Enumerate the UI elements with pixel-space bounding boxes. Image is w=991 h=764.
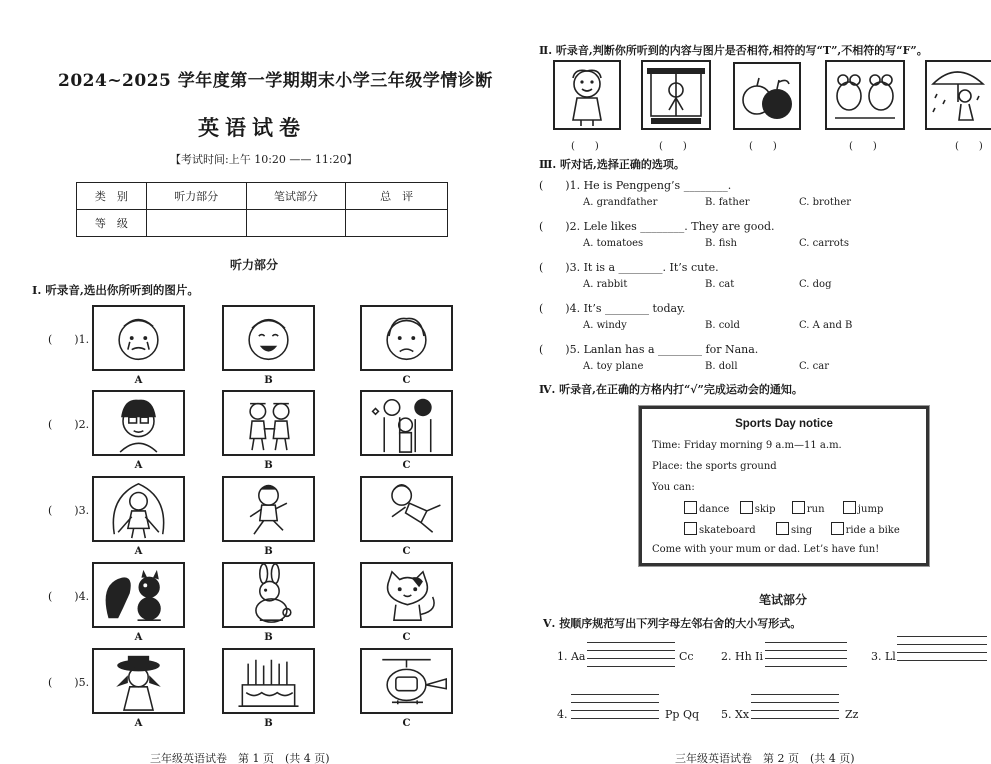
notice-options-row-2 — [684, 522, 900, 536]
q2-option-b-picture[interactable] — [222, 390, 315, 456]
section-1-question-3-answer[interactable]: ( )3. — [48, 504, 90, 517]
q1-option-b-picture[interactable] — [222, 305, 315, 371]
q4-label-b: B — [264, 632, 273, 643]
grandmother-icon — [94, 392, 183, 454]
q4-option-c-picture[interactable] — [360, 562, 453, 628]
s3-q5-option-a[interactable]: A. toy plane — [583, 361, 644, 372]
score-cell-total[interactable] — [346, 210, 448, 237]
section-1-question-2-answer[interactable]: ( )2. — [48, 418, 90, 431]
s3-q5-option-b[interactable]: B. doll — [705, 361, 738, 372]
s2-pic-old-man — [553, 60, 621, 130]
score-header-category: 类 别 — [77, 183, 147, 210]
old-man-icon — [555, 62, 619, 128]
s2-answer-slot-5[interactable]: ( ) — [955, 141, 983, 152]
s3-q2-option-c[interactable]: C. carrots — [799, 238, 849, 249]
exam-subtitle: 英语试卷 — [198, 115, 306, 140]
q3-option-a-picture[interactable] — [92, 476, 185, 542]
option-skateboard: skateboard — [699, 525, 756, 536]
exam-title: 2024~2025 学年度第一学期期末小学三年级学情诊断 — [58, 71, 493, 91]
listening-section-header: 听力部分 — [230, 258, 279, 272]
apples-icon — [735, 64, 799, 128]
s3-question-2[interactable]: ( )2. Lele likes ________. They are good. — [539, 220, 775, 233]
q2-option-a-picture[interactable] — [92, 390, 185, 456]
jump-rope-girl-icon — [94, 478, 183, 540]
s3-q4-option-a[interactable]: A. windy — [583, 320, 627, 331]
section-2-instruction: Ⅱ. 听录音,判断你所听到的内容与图片是否相符,相符的写“T”,不相符的写“F”。 — [539, 44, 928, 57]
s3-q2-option-b[interactable]: B. fish — [705, 238, 737, 249]
s5-item-1: 1. Aa — [557, 650, 586, 663]
s3-q3-option-c[interactable]: C. dog — [799, 279, 832, 290]
q1-option-a-picture[interactable] — [92, 305, 185, 371]
s5-item-4-end: Pp Qq — [665, 708, 699, 721]
laughing-girl-icon — [224, 307, 313, 369]
option-dance: dance — [699, 504, 730, 515]
q5-label-c: C — [402, 718, 411, 729]
section-1-question-4-answer[interactable]: ( )4. — [48, 590, 90, 603]
page-2-footer: 三年级英语试卷 第 2 页 (共 4 页) — [675, 752, 855, 764]
section-1-instruction: Ⅰ. 听录音,选出你所听到的图片。 — [32, 283, 199, 297]
score-header-listening: 听力部分 — [146, 183, 246, 210]
sad-girl-icon — [362, 307, 451, 369]
checkbox-ride-a-bike[interactable] — [831, 522, 844, 535]
s3-question-5[interactable]: ( )5. Lanlan has a ________ for Nana. — [539, 343, 759, 356]
s5-item-5-end: Zz — [845, 708, 859, 721]
jumping-boy-icon — [362, 478, 451, 540]
s2-pic-apples — [733, 62, 801, 130]
checkbox-jump[interactable] — [843, 501, 856, 514]
section-1-question-5-answer[interactable]: ( )5. — [48, 676, 90, 689]
s2-pic-window-girl — [641, 60, 711, 130]
score-header-writing: 笔试部分 — [246, 183, 346, 210]
q4-label-a: A — [134, 632, 143, 643]
running-boy-icon — [224, 478, 313, 540]
q1-label-c: C — [402, 375, 411, 386]
family-icon — [362, 392, 451, 454]
option-ride-a-bike: ride a bike — [845, 525, 900, 536]
option-skip: skip — [754, 504, 776, 515]
q4-option-a-picture[interactable] — [92, 562, 185, 628]
s3-question-4[interactable]: ( )4. It’s ________ today. — [539, 302, 686, 315]
q1-label-b: B — [264, 375, 273, 386]
checkbox-dance[interactable] — [684, 501, 697, 514]
s5-write-line-2[interactable] — [765, 658, 847, 659]
s2-pic-umbrella-girl — [925, 60, 991, 130]
s3-q3-option-b[interactable]: B. cat — [705, 279, 735, 290]
section-4-instruction: Ⅳ. 听录音,在正确的方格内打“√”完成运动会的通知。 — [539, 383, 803, 396]
score-row-grade-label: 等 级 — [77, 210, 147, 237]
section-3-instruction: Ⅲ. 听对话,选择正确的选项。 — [539, 158, 685, 171]
frogs-icon — [827, 62, 903, 128]
q3-option-b-picture[interactable] — [222, 476, 315, 542]
score-header-total: 总 评 — [346, 183, 448, 210]
q3-label-c: C — [402, 546, 411, 557]
s5-write-line-4[interactable] — [571, 710, 659, 711]
s5-item-4: 4. — [557, 708, 568, 721]
s5-item-1-end: Cc — [679, 650, 694, 663]
notice-closing: Come with your mum or dad. Let’s have fun! — [652, 544, 880, 555]
checkbox-sing[interactable] — [776, 522, 789, 535]
s3-question-3[interactable]: ( )3. It is a ________. It’s cute. — [539, 261, 719, 274]
s5-item-5: 5. Xx — [721, 708, 750, 721]
q5-option-c-picture[interactable] — [360, 648, 453, 714]
section-5-instruction: Ⅴ. 按顺序规范写出下列字母左邻右舍的大小写形式。 — [543, 617, 802, 630]
notice-place: Place: the sports ground — [652, 461, 777, 472]
crying-girl-icon — [94, 307, 183, 369]
q1-option-c-picture[interactable] — [360, 305, 453, 371]
notice-time: Time: Friday morning 9 a.m—11 a.m. — [652, 440, 842, 451]
notice-options-row-1 — [684, 501, 883, 515]
s3-question-1[interactable]: ( )1. He is Pengpeng’s ________. — [539, 179, 732, 192]
s3-q1-option-b[interactable]: B. father — [705, 197, 750, 208]
section-1-question-1-answer[interactable]: ( )1. — [48, 333, 90, 346]
two-kids-icon — [224, 392, 313, 454]
checkbox-skip[interactable] — [740, 501, 753, 514]
q3-label-a: A — [134, 546, 143, 557]
s2-answer-slot-1[interactable]: ( ) — [571, 141, 599, 152]
s3-q4-option-b[interactable]: B. cold — [705, 320, 740, 331]
q4-option-b-picture[interactable] — [222, 562, 315, 628]
q5-label-b: B — [264, 718, 273, 729]
q4-label-c: C — [402, 632, 411, 643]
exam-page-2 — [515, 0, 991, 764]
cat-icon — [362, 564, 451, 626]
option-run: run — [806, 504, 825, 515]
q5-option-a-picture[interactable] — [92, 648, 185, 714]
q2-label-b: B — [264, 460, 273, 471]
s5-write-line-3[interactable] — [897, 652, 987, 653]
sports-day-notice — [639, 406, 929, 566]
s3-q3-option-a[interactable]: A. rabbit — [583, 279, 628, 290]
writing-section-header: 笔试部分 — [759, 593, 808, 607]
s2-answer-slot-2[interactable]: ( ) — [659, 141, 687, 152]
notice-title: Sports Day notice — [735, 418, 833, 430]
s5-item-2: 2. Hh Ii — [721, 650, 764, 663]
s2-answer-slot-4[interactable]: ( ) — [849, 141, 877, 152]
notice-you-can: You can: — [652, 482, 695, 493]
window-girl-icon — [643, 62, 709, 128]
squirrel-icon — [94, 564, 183, 626]
umbrella-girl-icon — [927, 62, 991, 128]
girl-with-hat-icon — [94, 650, 183, 712]
s3-q1-option-c[interactable]: C. brother — [799, 197, 852, 208]
exam-time: 【考试时间:上午 10:20 —— 11:20】 — [170, 153, 358, 166]
q3-label-b: B — [264, 546, 273, 557]
s2-answer-slot-3[interactable]: ( ) — [749, 141, 777, 152]
s3-q1-option-a[interactable]: A. grandfather — [583, 197, 658, 208]
birthday-cake-icon — [224, 650, 313, 712]
score-cell-writing[interactable] — [246, 210, 346, 237]
checkbox-run[interactable] — [792, 501, 805, 514]
s5-write-line-5[interactable] — [751, 710, 839, 711]
q5-label-a: A — [134, 718, 143, 729]
s3-q5-option-c[interactable]: C. car — [799, 361, 829, 372]
score-table — [76, 182, 448, 237]
q2-label-c: C — [402, 460, 411, 471]
checkbox-skateboard[interactable] — [684, 522, 697, 535]
helicopter-icon — [362, 650, 451, 712]
q1-label-a: A — [134, 375, 143, 386]
q3-option-c-picture[interactable] — [360, 476, 453, 542]
s3-q2-option-a[interactable]: A. tomatoes — [583, 238, 644, 249]
option-jump: jump — [857, 504, 884, 515]
option-sing: sing — [791, 525, 813, 536]
s5-write-line-1[interactable] — [587, 658, 675, 659]
q2-label-a: A — [134, 460, 143, 471]
score-cell-listening[interactable] — [146, 210, 246, 237]
s2-pic-frogs — [825, 60, 905, 130]
rabbit-icon — [224, 564, 313, 626]
q2-option-c-picture[interactable] — [360, 390, 453, 456]
q5-option-b-picture[interactable] — [222, 648, 315, 714]
page-1-footer: 三年级英语试卷 第 1 页 (共 4 页) — [150, 752, 330, 764]
s5-item-3: 3. Ll — [871, 650, 896, 663]
s3-q4-option-c[interactable]: C. A and B — [799, 320, 853, 331]
